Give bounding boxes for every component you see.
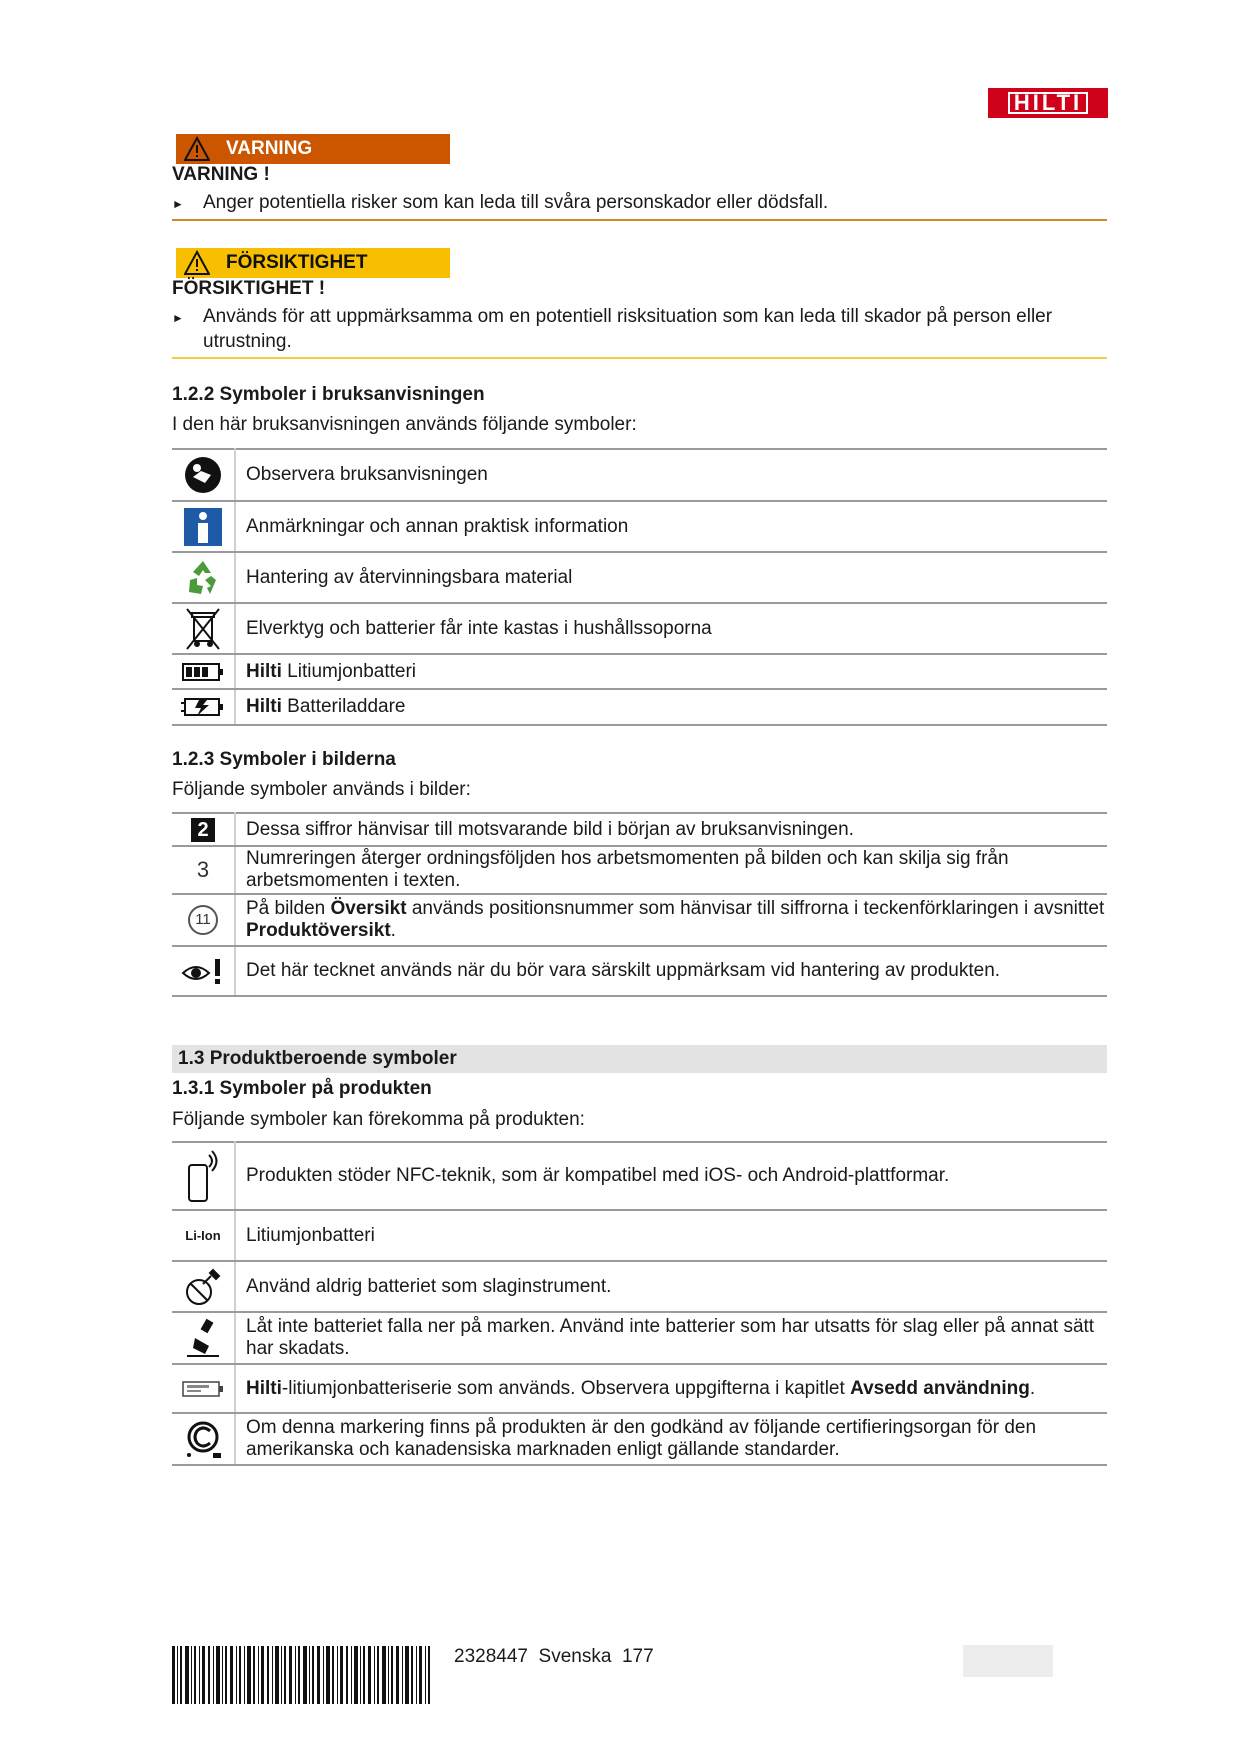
table-row <box>172 689 1107 725</box>
no-hammer-icon <box>183 1266 223 1308</box>
footer-info: 2328447 Svenska 177 <box>454 1646 654 1667</box>
charger-icon <box>181 696 225 718</box>
recycle-icon <box>183 558 223 598</box>
number-2-icon: 2 <box>191 818 215 842</box>
nfc-phone-icon <box>183 1147 223 1205</box>
table-cell: Elverktyg och batterier får inte kastas i hushållssoporna <box>235 603 1107 654</box>
warning-triangle-icon <box>184 136 210 162</box>
table-row <box>172 1413 1107 1465</box>
warning-banner <box>176 134 450 164</box>
table-row <box>172 894 1107 946</box>
table-row <box>172 1142 1107 1210</box>
section-intro-1-2-2: I den här bruksanvisningen används följande symboler: <box>172 414 637 435</box>
table-row <box>172 501 1107 552</box>
table-row <box>172 552 1107 603</box>
table-cell: Hilti-litiumjonbatteriserie som används. Observera uppgifterna i kapitlet Avsedd användning. <box>235 1364 1107 1413</box>
table-cell: Om denna markering finns på produkten är den godkänd av följande certifieringsorgan för den amerikanska och kanadensiska marknaden enligt gällande standarder. <box>235 1413 1107 1465</box>
table-row <box>172 1261 1107 1312</box>
table-row <box>172 449 1107 501</box>
table-cell: Anmärkningar och annan praktisk information <box>235 501 1107 552</box>
table-row <box>172 846 1107 894</box>
section-heading-1-2-3: 1.2.3 Symboler i bilderna <box>172 749 396 770</box>
manual-symbols-table <box>172 448 1107 726</box>
caution-rule <box>172 357 1107 359</box>
read-manual-icon <box>183 455 223 495</box>
table-cell: Låt inte batteriet falla ner på marken. Använd inte batterier som har utsatts för slag eller på annat sätt har skadats. <box>235 1312 1107 1364</box>
section-intro-1-3-1: Följande symboler kan förekomma på produkten: <box>172 1109 585 1130</box>
warning-rule <box>172 219 1107 221</box>
section-bar-1-3: 1.3 Produktberoende symboler <box>172 1045 1107 1073</box>
table-cell: Använd aldrig batteriet som slaginstrument. <box>235 1261 1107 1312</box>
bullet-arrow-icon: ► <box>172 197 184 211</box>
table-cell: Produkten stöder NFC-teknik, som är kompatibel med iOS- och Android-plattformar. <box>235 1142 1107 1210</box>
table-row <box>172 946 1107 996</box>
table-cell: Hantering av återvinningsbara material <box>235 552 1107 603</box>
warning-heading: VARNING ! <box>172 164 270 185</box>
caution-banner <box>176 248 450 278</box>
battery-series-icon <box>182 1380 224 1398</box>
table-cell: Det här tecknet används när du bör vara särskilt uppmärksam vid hantering av produkten. <box>235 946 1107 996</box>
eye-attention-icon <box>181 956 225 986</box>
number-3-icon: 3 <box>196 857 210 882</box>
table-row <box>172 1364 1107 1413</box>
li-ion-label: Li-Ion <box>185 1228 221 1243</box>
battery-icon <box>182 662 224 682</box>
table-row <box>172 1210 1107 1261</box>
bullet-arrow-icon: ► <box>172 311 184 325</box>
crossed-bin-icon <box>183 607 223 651</box>
table-row <box>172 1312 1107 1364</box>
csa-mark-icon <box>183 1417 223 1461</box>
warning-bullet: ► Anger potentiella risker som kan leda till svåra personskador eller dödsfall. <box>172 190 1107 217</box>
product-symbols-table <box>172 1141 1107 1466</box>
section-heading-1-3-1: 1.3.1 Symboler på produkten <box>172 1078 432 1099</box>
info-icon <box>183 507 223 547</box>
section-intro-1-2-3: Följande symboler används i bilder: <box>172 779 471 800</box>
section-heading-1-2-2: 1.2.2 Symboler i bruksanvisningen <box>172 384 485 405</box>
warning-banner-label: VARNING <box>226 138 313 159</box>
number-11-icon: 11 <box>188 905 218 935</box>
table-cell: Hilti Batteriladdare <box>235 689 1107 725</box>
footer-box <box>963 1645 1053 1677</box>
caution-banner-label: FÖRSIKTIGHET <box>226 252 368 273</box>
table-cell: Dessa siffror hänvisar till motsvarande bild i början av bruksanvisningen. <box>235 813 1107 846</box>
caution-triangle-icon <box>184 250 210 276</box>
barcode <box>172 1646 430 1704</box>
no-drop-icon <box>183 1316 223 1360</box>
table-cell: Hilti Litiumjonbatteri <box>235 654 1107 689</box>
table-row <box>172 603 1107 654</box>
table-row <box>172 813 1107 846</box>
hilti-logo: HILTI <box>988 88 1108 118</box>
caution-bullet: ► Används för att uppmärksamma om en potentiell risksituation som kan leda till skador på person eller utrustning. <box>172 306 1053 352</box>
table-row <box>172 654 1107 689</box>
table-cell: Observera bruksanvisningen <box>235 449 1107 501</box>
table-cell: Numreringen återger ordningsföljden hos arbetsmomenten på bilden och kan skilja sig från arbetsmomenten i texten. <box>235 846 1107 894</box>
table-cell: På bilden Översikt används positionsnummer som hänvisar till siffrorna i teckenförklaringen i avsnittet Produktöversikt. <box>235 894 1107 946</box>
table-cell: Litiumjonbatteri <box>235 1210 1107 1261</box>
image-symbols-table <box>172 812 1107 997</box>
caution-heading: FÖRSIKTIGHET ! <box>172 278 326 299</box>
